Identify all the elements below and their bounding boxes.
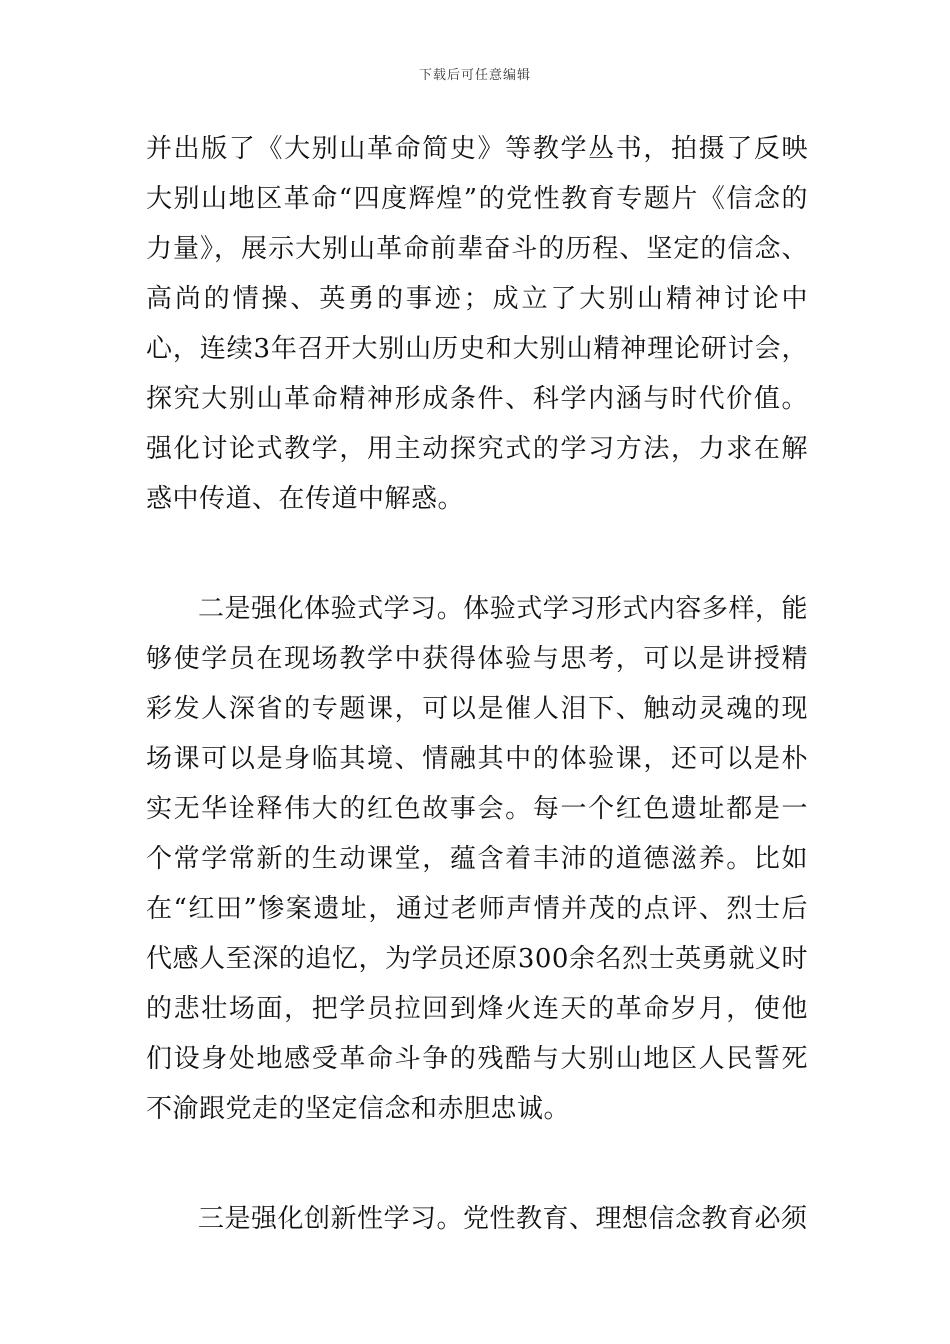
paragraph-1: 并出版了《大别山革命简史》等教学丛书，拍摄了反映大别山地区革命“四度辉煌”的党性教育专题片《信念的力量》，展示大别山革命前辈奋斗的历程、坚定的信念、高尚的情操、英勇的事迹；成立了大别山精神讨论中心，连续3年召开大别山历史和大别山精神理论研讨会，探究大别山革命精神形成条件、科学内涵与时代价值。强化讨论式教学，用主动探究式的学习方法，力求在解惑中传道、在传道中解惑。 [146,134,808,514]
document-body [146,124,808,1244]
paragraph-3: 三是强化创新性学习。党性教育、理想信念教育必须 [198,1204,808,1234]
paragraph-spacer [146,1134,808,1194]
page-header: 下载后可任意编辑 [418,68,531,83]
paragraph-spacer [146,524,808,584]
paragraph-2: 二是强化体验式学习。体验式学习形式内容多样，能够使学员在现场教学中获得体验与思考，可以是讲授精彩发人深省的专题课，可以是催人泪下、触动灵魂的现场课可以是身临其境、情融其中的体验课，还可以是朴实无华诠释伟大的红色故事会。每一个红色遗址都是一个常学常新的生动课堂，蕴含着丰沛的道德滋养。比如在“红田”惨案遗址，通过老师声情并茂的点评、烈士后代感人至深的追忆，为学员还原300余名烈士英勇就义时的悲壮场面，把学员拉回到烽火连天的革命岁月，使他们设身处地感受革命斗争的残酷与大别山地区人民誓死不渝跟党走的坚定信念和赤胆忠诚。 [146,594,808,1124]
